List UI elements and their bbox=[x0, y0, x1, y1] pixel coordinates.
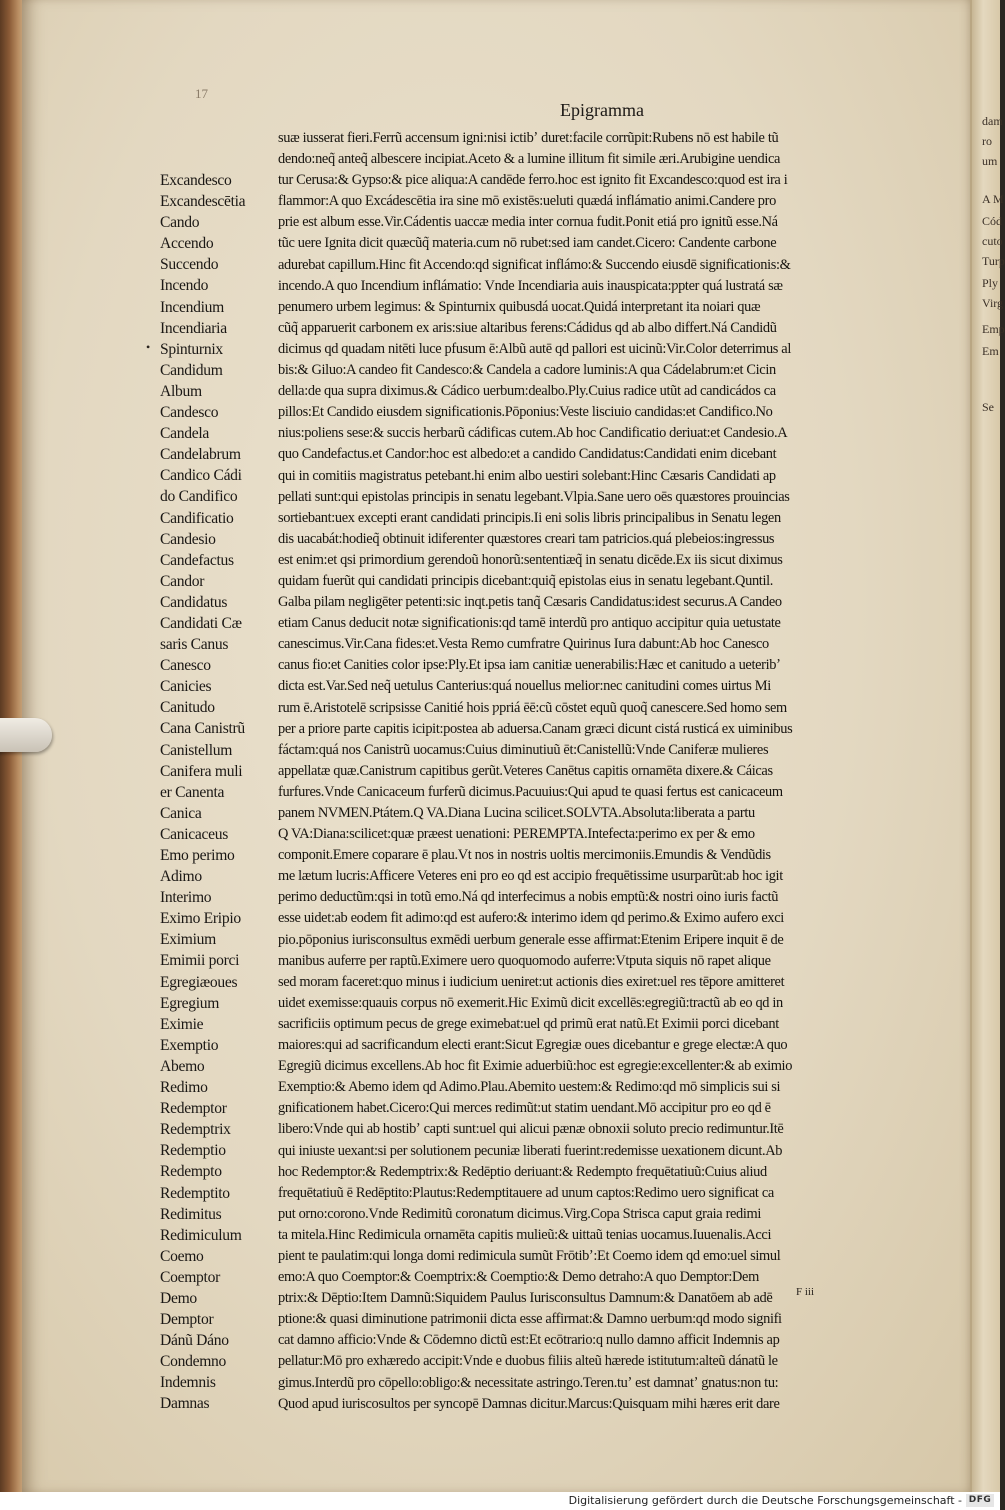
text-line: rum ē.Aristotelē scripsisse Canitié hois ƿpriá ēē:cũ cōstet equũ quoq̃ canescere.Sed homo sem bbox=[278, 699, 787, 716]
text-line: componit.Emere coparare ē plau.Vt nos in nostris uoltis mercimoniis.Emundis & Vendũdis bbox=[278, 847, 771, 864]
text-line: flammor:A quo Excádescētia ira sine mō existēs:ueluti quædá inflámatio animi.Candere pro bbox=[278, 193, 776, 210]
text-line: tur Cerusa:& Gypso:& pice aliqua:A candēde ferro.hoc est ignito fit Excandesco:quod est ira i bbox=[278, 172, 788, 189]
margin-note: Excandescētia bbox=[160, 193, 246, 211]
text-line: appellatæ quæ.Canistrum capitibus gerũt.Veteres Canētus capitis ornamēta dixere.& Cáicas bbox=[278, 762, 773, 779]
margin-note: Candidum bbox=[160, 361, 223, 379]
margin-note: Candefactus bbox=[160, 551, 234, 569]
margin-note: Damnas bbox=[160, 1395, 210, 1413]
text-line: nius:poliens sese:& succis herbarũ cádificas cutem.Ab hoc Candificatio deriuat:et Candesio.A bbox=[278, 425, 788, 442]
text-line: Q VA:Diana:scilicet:quæ præest uenationi: PEREMPTA.Intefecta:perimo ex per & emo bbox=[278, 826, 755, 843]
text-line: dendo:neq̃ anteq̃ albescere incipiat.Aceto & a lumine illitum fit simile æri.Arubigine uendica bbox=[278, 151, 781, 168]
margin-note: Condemno bbox=[160, 1353, 227, 1371]
margin-note: Redemptrix bbox=[160, 1121, 231, 1139]
text-line: quidam fuerũt qui candidati principis dicebant:quiq̃ epistolas eius in senatu legebant.Quntil. bbox=[278, 572, 773, 589]
next-page-fragment: Se bbox=[982, 400, 994, 414]
text-line: dicta est.Var.Sed neq̃ uetulus Canterius:quá nouellus melior:nec canitudini comes uirtus Mi bbox=[278, 678, 771, 695]
margin-note: Eximium bbox=[160, 931, 216, 949]
corner-mark: 17 bbox=[195, 86, 208, 101]
text-line: pellati sunt:qui epistolas principis in senatu legebant.Vlpia.Sane uero oēs quæstores prouincias bbox=[278, 488, 790, 505]
margin-note: Exemptio bbox=[160, 1036, 219, 1054]
text-line: Exemptio:& Abemo idem qd Adimo.Plau.Abemito uestem:& Redimo:qd mō simplicis sui si bbox=[278, 1079, 781, 1096]
text-line: libero:Vnde qui ab hostibʼ capti sunt:uel qui alicui pænæ obnoxii soluto precio redimuntur.Itē bbox=[278, 1121, 784, 1138]
body-text bbox=[278, 128, 933, 1415]
margin-notes bbox=[160, 170, 270, 1415]
next-page-fragment: Ply bbox=[982, 276, 999, 290]
next-page-fragment: um bbox=[982, 154, 998, 168]
margin-note: Candificatio bbox=[160, 509, 234, 527]
margin-note: Coemptor bbox=[160, 1268, 220, 1286]
margin-note: Canicies bbox=[160, 678, 212, 696]
text-line: etiam Canus deducit notæ significationis:qd tamē interdũ pro antiquo accipitur quia uetustate bbox=[278, 615, 781, 632]
margin-note: Spinturnix bbox=[160, 340, 223, 358]
text-line: emo:A quo Coemptor:& Coemptrix:& Coemptio:& Demo detraho:A quo Demptor:Dem bbox=[278, 1269, 759, 1286]
text-line: hoc Redemptor:& Redemptrix:& Redēptio deriuant:& Redempto frequētatiuũ:Cuius aliud bbox=[278, 1163, 767, 1180]
margin-note: Excandesco bbox=[160, 172, 232, 189]
text-line: adurebat capillum.Hinc fit Accendo:qd significat inflámo:& Succendo eiusdē significationis:& bbox=[278, 256, 791, 273]
margin-bullet: • bbox=[146, 340, 151, 354]
text-line: Egregiũ dicimus excellens.Ab hoc fit Eximie aduerbiũ:hoc est egregie:excellenter:& ab eximio bbox=[278, 1058, 793, 1075]
text-line: perimo deductũm:qsi in totũ emo.Ná qd interfecimus a nobis emptũ:& nostri oino iuris factũ bbox=[278, 889, 779, 906]
margin-note: Demptor bbox=[160, 1311, 214, 1329]
margin-note: Interimo bbox=[160, 889, 212, 907]
text-line: canus fio:et Canities color ipse:Ply.Et ipsa iam canitiæ uenerabilis:Hæc et canitudo a ueteribʼ bbox=[278, 657, 781, 674]
margin-note: Redempto bbox=[160, 1163, 222, 1181]
margin-note: Eximie bbox=[160, 1015, 204, 1033]
margin-note: Eximo Eripio bbox=[160, 910, 241, 928]
text-line: sacrificiis optimum pecus de grege eximebat:uel qd primũ erat natũ.Et Eximii porci dicebant bbox=[278, 1015, 779, 1032]
text-line: cat damno afficio:Vnde & Cōdemno dictũ est:Et ecōtrario:q nullo damno afficit Indemnis ap bbox=[278, 1332, 780, 1349]
margin-note: Candor bbox=[160, 572, 205, 590]
next-page-fragment: ro bbox=[982, 134, 992, 148]
margin-note: Incendium bbox=[160, 298, 224, 316]
margin-note: Canifera muli bbox=[160, 762, 243, 780]
text-line: quo Candefactus.et Candor:hoc est albedo:et a candido Candidatus:Candidati enim dicebant bbox=[278, 446, 777, 463]
margin-note: Demo bbox=[160, 1289, 197, 1307]
margin-note: Redimo bbox=[160, 1079, 208, 1097]
text-line: furfures.Vnde Canicaceum furferũ dicimus.Pacuuius:Qui apud te quasi fertus est canicaceum bbox=[278, 783, 783, 800]
text-line: esse uidet:ab eodem fit adimo:qd est aufero:& interimo idem qd perimo.& Eximo aufero exci bbox=[278, 910, 784, 927]
text-line: della:de qua supra diximus.& Cádico uerbum:dealbo.Ply.Cuius radice utũt ad candicádos ca bbox=[278, 383, 776, 400]
margin-note: saris Canus bbox=[160, 636, 229, 654]
footer-bar bbox=[0, 1492, 1000, 1510]
margin-note: Candelabrum bbox=[160, 446, 241, 464]
next-page-fragment: Emp bbox=[982, 322, 1005, 336]
margin-note: Canicaceus bbox=[160, 825, 229, 843]
text-line: gimus.Interdũ pro cōpello:obligo:& necessitate astringo.Teren.tuʼ est damnatʼ gnatus:non tu: bbox=[278, 1374, 779, 1391]
text-line: prie est album esse.Vir.Cádentis uaccæ media inter cornua fudit.Ponit etiá pro ignitũ esse.Ná bbox=[278, 214, 778, 231]
margin-note: Adimo bbox=[160, 868, 202, 886]
text-line: dicimus qd quadam nitēti luce pfusum ē:Albũ autē qd pallori est uicinũ:Vir.Color deterrimus al bbox=[278, 340, 791, 357]
text-line: panem NVMEN.Ptátem.Q VA.Diana Lucina scilicet.SOLVTA.Absoluta:liberata a partu bbox=[278, 805, 755, 821]
next-page-fragment: Em bbox=[982, 344, 999, 358]
text-line: cũq̃ apparuerit carbonem ex aris:siue altaribus ferens:Cádidus qd ab albo differt.Ná Candidũ bbox=[278, 319, 777, 336]
margin-note: Redimiculum bbox=[160, 1226, 242, 1244]
margin-note: Canesco bbox=[160, 657, 211, 675]
text-line: manibus auferre per raptũ.Eximere uero quoquomodo auferre:Vtputa siquis nō rapet alique bbox=[278, 952, 771, 969]
margin-note: Accendo bbox=[160, 235, 214, 253]
text-line: sortiebant:uex excepti erant candidati principis.Ii eni solis libris principalibus in Senatu legen bbox=[278, 509, 781, 526]
margin-note: Redemptito bbox=[160, 1184, 230, 1202]
margin-note: Incendo bbox=[160, 277, 209, 295]
margin-note: Candidati Cæ bbox=[160, 614, 242, 632]
margin-note: Redemptio bbox=[160, 1142, 226, 1160]
text-line: pellatur:Mō pro exhæredo accipit:Vnde e duobus filiis alteũ hærede istitutum:alteũ dánatũ le bbox=[278, 1353, 778, 1370]
margin-note: Candidatus bbox=[160, 593, 228, 611]
margin-note: Indemnis bbox=[160, 1374, 216, 1392]
margin-note: Emo perimo bbox=[160, 847, 235, 864]
text-line: ptrix:& Dēptio:Item Damnũ:Siquidem Paulus Iurisconsultus Damnum:& Danatōem ab adē bbox=[278, 1290, 773, 1307]
margin-note: Succendo bbox=[160, 256, 219, 274]
next-page-fragment: cuto bbox=[982, 234, 1003, 248]
text-line: pient te paulatim:qui longa domi redimicula sumũt Frōtibʼ:Et Coemo idem qd emo:uel simul bbox=[278, 1247, 781, 1264]
margin-note: Candela bbox=[160, 425, 209, 443]
running-head: Epigramma bbox=[560, 100, 644, 120]
margin-note: Cana Canistrũ bbox=[160, 720, 245, 738]
text-line: ta mitela.Hinc Redimicula ornamēta capitis mulieũ:& uittaũ tenias uocamus.Iuuenalis.Acci bbox=[278, 1226, 772, 1243]
text-line: pillos:Et Candido eiusdem significationis.Pōponius:Veste lisciuio candidas:et Candifico.No bbox=[278, 404, 773, 421]
signature-mark: F iii bbox=[796, 1286, 815, 1298]
dfg-logo: DFG bbox=[966, 1494, 994, 1507]
margin-note: Album bbox=[160, 382, 202, 400]
footer-credit: Digitalisierung gefördert durch die Deutsche Forschungsgemeinschaft - bbox=[568, 1494, 962, 1507]
margin-note: Candesco bbox=[160, 404, 219, 422]
margin-note: Cando bbox=[160, 214, 200, 232]
margin-note: Redimitus bbox=[160, 1205, 222, 1223]
text-line: incendo.A quo Incendium inflámatio: Vnde Incendiaria auis inauspicata:ƿpter quá lustratá sæ bbox=[278, 277, 783, 294]
margin-note: Egregium bbox=[160, 994, 220, 1012]
margin-note: Coemo bbox=[160, 1247, 204, 1265]
next-page-fragment: A M bbox=[982, 192, 1004, 206]
text-line: maiores:qui ad sacrificandum electi erant:Sicut Egregiæ oues dicebantur e grege electæ:A quo bbox=[278, 1037, 788, 1054]
margin-note: Abemo bbox=[160, 1057, 205, 1075]
text-line: put orno:corono.Vnde Redimitũ coronatum dicimus.Virg.Copa Strisca caput graia redimi bbox=[278, 1205, 762, 1222]
margin-note: Canitudo bbox=[160, 699, 215, 717]
text-line: Galba pilam negligēter petenti:sic inqt.petis tanq̃ Cæsaris Candidatus:idest securus.A Candeo bbox=[278, 594, 782, 611]
bookmark-strip bbox=[0, 718, 52, 752]
next-page-fragment: dam bbox=[982, 114, 1003, 128]
text-line: qui iniuste uexant:si per solutionem pecuniæ liberati fuerint:redemisse uexationem dicunt.Ab bbox=[278, 1142, 783, 1159]
text-line: fáctam:quá nos Canistrũ uocamus:Cuius diminutiuũ ēt:Canistellũ:Vnde Caniferæ mulieres bbox=[278, 741, 769, 758]
margin-note: Redemptor bbox=[160, 1100, 227, 1118]
margin-note: Candesio bbox=[160, 530, 216, 548]
text-line: tũc uere Ignita dicit quæcũq̃ materia.cum nō rubet:sed iam candet.Cicero: Candente carbone bbox=[278, 235, 777, 252]
text-line: uidet exemisse:quauis corpus nō exemerit.Hic Eximũ dicit excellēs:egregiũ:tractũ ab eo qd in bbox=[278, 994, 783, 1011]
margin-note: Canistellum bbox=[160, 741, 233, 759]
text-line: me lætum lucris:Afficere Veteres eni pro eo qd est accipio frequētissime usurparũt:ab hoc igit bbox=[278, 868, 783, 885]
margin-note: Emimii porci bbox=[160, 952, 240, 970]
next-page-fragment: Virg bbox=[982, 296, 1004, 310]
text-line: canescimus.Vir.Cana fides:et.Vesta Remo cumfratre Quirinus Iura dabunt:Ab hoc Canesco bbox=[278, 636, 769, 653]
text-line: est enim:et qsi primordium gerendoũ honorũ:sententiæq̃ in senatu dicēde.Ex iis sicut diximus bbox=[278, 551, 783, 568]
text-line: suæ iusserat fieri.Ferrũ accensum igni:nisi ictibʼ duret:facile corrũpit:Rubens nō est habile tũ bbox=[278, 130, 779, 146]
text-line: bis:& Giluo:A candeo fit Candesco:& Candela a cadore luminis:A qua Cádelabrum:et Cicin bbox=[278, 362, 776, 379]
margin-note: Incendiaria bbox=[160, 319, 227, 337]
next-page-edge bbox=[972, 0, 1005, 1492]
margin-note: er Canenta bbox=[160, 783, 225, 801]
text-line: ptione:& quasi diminutione patrimonii dicta esse affirmat:& Damno uerbum:qd modo signifi bbox=[278, 1311, 782, 1328]
next-page-fragment: Cód bbox=[982, 214, 1003, 228]
margin-note: Candico Cádi bbox=[160, 467, 242, 485]
text-line: dis uacabát:hodieq̃ obtinuit idiferenter quæstores creari tam patricios.quá plebeios:ingressus bbox=[278, 530, 775, 547]
text-line: per a priore parte capitis icipit:postea ab aduersa.Canam græci dicunt cistá rusticá ex uiminibus bbox=[278, 720, 793, 737]
text-line: gnificationem habet.Cicero:Qui merces redimũt:ut statim uendant.Mō accipitur pro eo qd ē bbox=[278, 1100, 771, 1117]
text-line: pio.pōponius iurisconsultus exmēdi uerbum generale esse affirmat:Etenim Eripere inquit ē de bbox=[278, 931, 784, 948]
text-line: Quod apud iuriscosultos per syncopē Damnas dicitur.Marcus:Quisquam mihi hæres erit dare bbox=[278, 1395, 780, 1412]
margin-note: do Candifico bbox=[160, 488, 238, 506]
margin-note: Dánũ Dáno bbox=[160, 1332, 229, 1350]
next-page-fragment: Turp bbox=[982, 254, 1005, 268]
margin-note: Canica bbox=[160, 804, 202, 822]
text-line: sed moram faceret:quo minus i iudicium ueniret:ut actionis dies exiret:uel res tēpore amitteret bbox=[278, 973, 785, 990]
text-line: penumero urbem legimus: & Spinturnix quibusdá uocat.Quidá interpretant ita noiari quæ bbox=[278, 298, 761, 315]
margin-note: Egregiæoues bbox=[160, 973, 238, 991]
text-line: frequētatiuũ ē Redēptito:Plautus:Redemptitauere ad unum captos:Redimo uero significat ca bbox=[278, 1184, 774, 1201]
text-line: qui in comitiis magistratus petebant.hi enim albo uestiri solebant:Hinc Cæsaris Candidati ap bbox=[278, 467, 776, 484]
